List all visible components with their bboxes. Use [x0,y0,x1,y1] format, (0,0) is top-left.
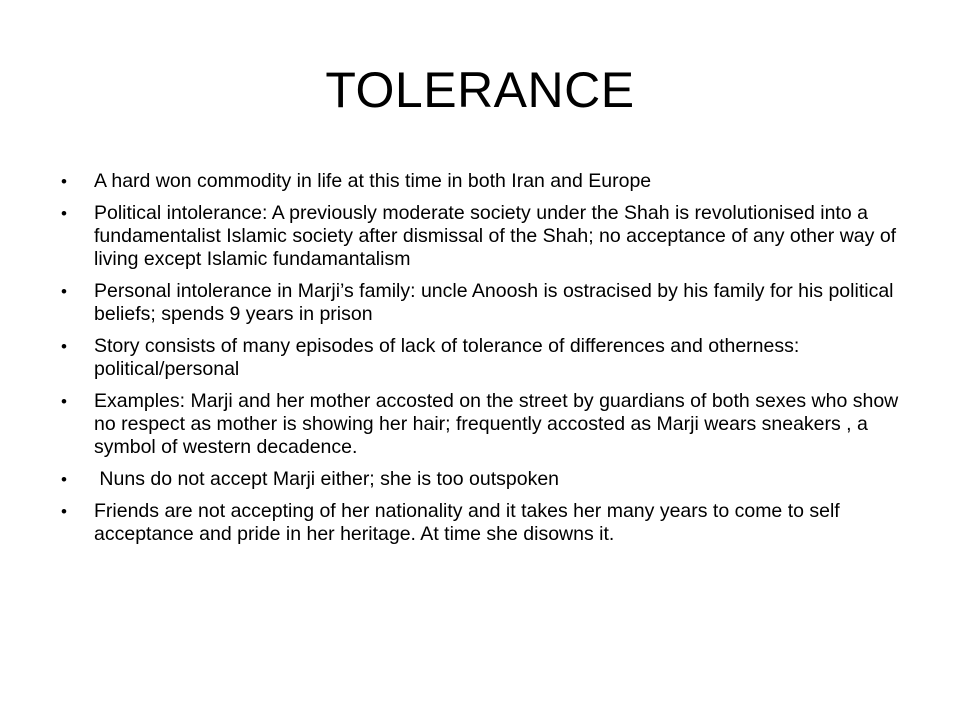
bullet-text: Personal intolerance in Marji’s family: uncle Anoosh is ostracised by his family for his political beliefs; spends 9 years in prison [94,280,894,325]
bullet-item [57,170,917,193]
bullet-text: Nuns do not accept Marji either; she is too outspoken [94,468,560,490]
bullet-text: Friends are not accepting of her nationality and it takes her many years to come to self acceptance and pride in her heritage. At time she disowns it. [94,500,840,545]
bullet-dot-icon: • [61,282,67,301]
bullet-item [57,202,917,271]
bullet-dot-icon: • [61,470,67,489]
slide-title: TOLERANCE [325,62,635,118]
bullet-item [57,390,917,459]
bullet-dot-icon: • [61,204,67,223]
bullet-dot-icon: • [61,392,67,411]
bullet-text: A hard won commodity in life at this time in both Iran and Europe [94,170,652,192]
bullet-dot-icon: • [61,502,67,521]
bullet-list [57,170,917,555]
bullet-item [57,500,917,546]
bullet-item [57,280,917,326]
bullet-item [57,468,917,491]
bullet-item [57,335,917,381]
bullet-dot-icon: • [61,172,67,191]
bullet-text: Political intolerance: A previously moderate society under the Shah is revolutionised into a fundamentalist Islamic society after dismissal of the Shah; no acceptance of any other way of living except Islamic fundamantalism [94,202,897,270]
bullet-text: Examples: Marji and her mother accosted on the street by guardians of both sexes who show no respect as mother is showing her hair; frequently accosted as Marji wears sneakers , a symbol of western decadence. [94,390,899,458]
bullet-dot-icon: • [61,337,67,356]
bullet-text: Story consists of many episodes of lack of tolerance of differences and otherness: political/personal [94,335,800,380]
